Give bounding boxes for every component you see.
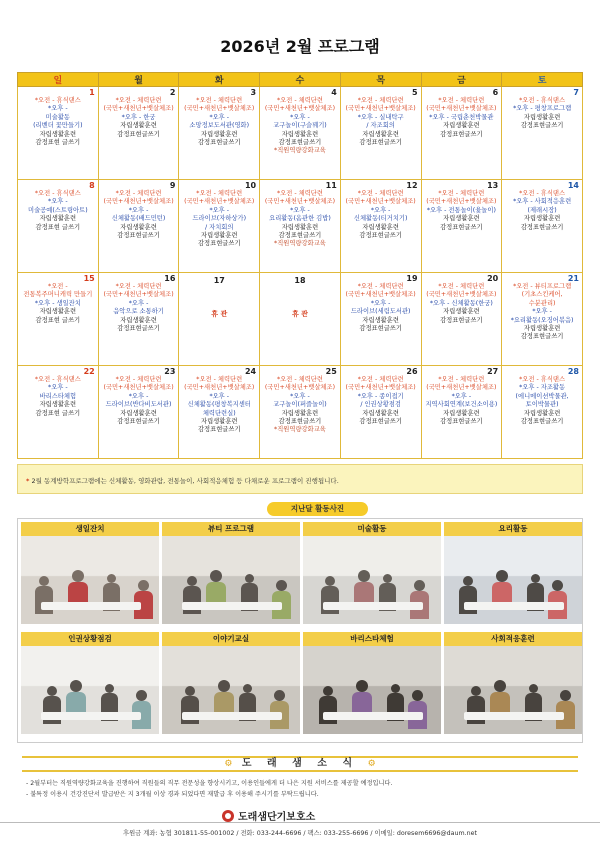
schedule-line: 자립생활훈련 [281, 130, 319, 138]
schedule-line: 자립생활훈련 [523, 215, 561, 223]
schedule-line: *오후 - [48, 384, 68, 392]
schedule-line: (국민+새천년+뱃살체조) [264, 384, 336, 392]
day-number: 26 [406, 367, 418, 376]
day-number: 28 [567, 367, 579, 376]
schedule-line: 자립생활훈련 [201, 418, 238, 426]
schedule-line: 자립생활훈련 [120, 316, 157, 324]
brand-logo-icon [222, 810, 234, 822]
day-number: 15 [83, 274, 95, 283]
schedule-line: *오후 - 자조활동 [519, 384, 566, 392]
schedule-line: *오전 - 체력단련 [438, 190, 485, 197]
calendar-day [421, 180, 502, 273]
schedule-line: 자립생활훈련 [362, 316, 399, 324]
news-list [26, 778, 392, 800]
activity-photo [303, 522, 441, 624]
schedule-line: (국민+새천년+뱃살체조) [103, 291, 174, 299]
photo-image [303, 646, 441, 734]
schedule-line: 감정표현글쓰기 [440, 418, 483, 426]
calendar-day [179, 180, 260, 273]
schedule-line: *오후 - [128, 392, 149, 400]
footer-contact: 후원금 계좌: 농협 301811-55-001002 / 전화: 033-244-6696 / 팩스: 033-255-6696 / 이메일: doresem6696@daum.net [123, 830, 477, 837]
schedule-line: 수분관리) [528, 299, 556, 307]
schedule-line: 요리활동(옴관한 김밥) [269, 215, 331, 223]
weekday-0: 일 [18, 73, 99, 87]
calendar-body [18, 87, 583, 459]
activity-photo [162, 632, 300, 734]
schedule-line: 감정표현 글쓰기 [35, 409, 81, 417]
schedule-line: (국민+새천년+뱃살체조) [426, 384, 497, 392]
schedule-line: 자립생활훈련 [201, 232, 238, 240]
schedule-line: *오후 - 전통놀이(윷놀이) [426, 206, 496, 214]
photo-image [21, 536, 159, 624]
day-schedule [343, 283, 419, 333]
calendar-day [340, 366, 421, 459]
schedule-line: 감정표현글쓰기 [520, 418, 564, 426]
day-number: 14 [567, 181, 579, 190]
schedule-line: 감정표현글쓰기 [278, 139, 322, 147]
calendar-day [179, 87, 260, 180]
schedule-line: *오후 - 종이접기 [357, 392, 404, 400]
day-number: 13 [487, 181, 499, 190]
schedule-line: *직원역량강화교육 [274, 240, 326, 248]
photo-caption: 미술활동 [303, 522, 441, 536]
schedule-line: 감정표현글쓰기 [117, 232, 160, 240]
day-schedule [424, 190, 500, 232]
schedule-line: (기초스킨케어, [521, 291, 563, 299]
day-schedule [101, 190, 177, 240]
calendar-week [18, 87, 583, 180]
activity-photo [21, 632, 159, 734]
weekday-4: 목 [340, 73, 421, 87]
schedule-line: *오후 - [128, 206, 149, 214]
schedule-line: (국민+새천년+뱃살체조) [184, 198, 255, 206]
schedule-line: *오전 - 체력단련 [277, 190, 323, 197]
day-schedule [343, 190, 419, 240]
day-schedule [504, 97, 580, 131]
calendar-week [18, 366, 583, 459]
calendar-day [98, 87, 179, 180]
schedule-line: *오후 - [532, 308, 552, 316]
calendar-day [340, 87, 421, 180]
weekday-2: 화 [179, 73, 260, 87]
day-number: 22 [83, 367, 95, 376]
day-schedule [20, 190, 96, 232]
photo-caption: 이야기교실 [162, 632, 300, 646]
schedule-line: *오전 - 체력단련 [196, 97, 243, 104]
news-item: - 불특정 이용시 건강진단서 발급받은 지 3개월 이상 경과 되었다면 재발급 후 이용해 주시기를 부탁드립니다. [26, 791, 319, 798]
schedule-line: 자립생활훈련 [362, 409, 399, 417]
schedule-line: 감정표현글쓰기 [197, 426, 241, 434]
schedule-line: *오전 - 체력단련 [357, 190, 404, 197]
schedule-line: 감정표현글쓰기 [359, 232, 402, 240]
day-number: 19 [406, 274, 418, 283]
schedule-line: 감정표현글쓰기 [197, 139, 241, 147]
schedule-line: *오전 - 체력단련 [357, 376, 404, 383]
schedule-line: (국민+새천년+뱃살체조) [184, 105, 255, 113]
schedule-line: 신체활동(티거치기) [353, 215, 408, 223]
day-number: 27 [487, 367, 499, 376]
photo-caption: 바리스타체험 [303, 632, 441, 646]
calendar-week [18, 180, 583, 273]
calendar-day [18, 180, 99, 273]
schedule-line: *오전 - 체력단련 [196, 190, 243, 197]
schedule-line: *오후 - [48, 105, 68, 113]
schedule-line: 감정표현글쓰기 [117, 130, 160, 138]
schedule-line: 자립생활훈련 [443, 308, 480, 316]
schedule-line: (제래시장) [527, 206, 557, 214]
schedule-line: *오전 - 체력단련 [438, 376, 485, 383]
activity-photo [303, 632, 441, 734]
schedule-line: *오후 - [128, 299, 149, 307]
calendar-day [340, 273, 421, 366]
schedule-line: 미술활동 [45, 113, 71, 121]
schedule-line: (국민+새천년+뱃살체조) [345, 198, 416, 206]
photo-caption: 사회적응훈련 [444, 632, 582, 646]
schedule-line: 자립생활훈련 [120, 122, 157, 130]
divider [0, 822, 600, 823]
schedule-line: 감정표현글쓰기 [440, 130, 483, 138]
weekday-3: 수 [260, 73, 341, 87]
day-number: 7 [573, 88, 579, 97]
schedule-line: *오후 - 평창프로그램 [513, 105, 572, 113]
schedule-line: 미술공예(스트링아트) [28, 206, 88, 214]
day-schedule [20, 283, 96, 325]
schedule-line: *직원역량강화교육 [274, 147, 326, 155]
day-number: 4 [331, 88, 337, 97]
schedule-line: *오후 - [290, 206, 310, 214]
schedule-line: *오전 - 체력단련 [115, 283, 162, 290]
weekday-1: 월 [98, 73, 179, 87]
calendar-day [502, 366, 583, 459]
calendar-day [18, 366, 99, 459]
notice-star: * [26, 477, 30, 485]
schedule-line: (국민+새천년+뱃살체조) [264, 105, 336, 113]
day-schedule [424, 283, 500, 325]
schedule-line: (국민+새천년+뱃살체조) [345, 291, 416, 299]
schedule-line: 감정표현글쓰기 [197, 240, 241, 248]
schedule-line: *오후 - [48, 198, 68, 206]
day-number: 8 [89, 181, 95, 190]
photo-caption: 생일잔치 [21, 522, 159, 536]
schedule-line: 자립생활훈련 [523, 325, 561, 333]
gear-icon: ⚙ [224, 759, 233, 769]
schedule-line: 지역사회연계(보건소이용) [425, 401, 498, 409]
day-number: 17 [213, 276, 225, 285]
schedule-line: (국민+새천년+뱃살체조) [426, 198, 497, 206]
schedule-line: 교구놀이(구슬꿰기) [273, 122, 327, 130]
schedule-line: *오전 - 휴식댄스 [34, 376, 81, 383]
schedule-line: *오후 - 신체활동(한궁) [429, 299, 493, 307]
schedule-line: 전통복주머니캐릭 만들기 [23, 291, 93, 299]
activity-photo [444, 632, 582, 734]
day-number: 18 [294, 276, 306, 285]
schedule-line: *오전 - 체력단련 [277, 97, 323, 104]
schedule-line: 체력단련실) [202, 409, 236, 417]
schedule-line: 자립생활훈련 [39, 215, 77, 223]
photos-title: 지난달 활동사진 [267, 502, 368, 516]
calendar-day [260, 180, 341, 273]
schedule-line: 감정표현글쓰기 [520, 333, 564, 341]
photo-image [303, 536, 441, 624]
day-schedule [181, 376, 257, 435]
schedule-line: *오후 - 한궁 [121, 113, 156, 121]
day-number: 5 [411, 88, 418, 97]
day-schedule [101, 97, 177, 139]
schedule-line: 신체활동(평창복지센터 [187, 401, 251, 409]
schedule-line: 드라이브(자하상가) [192, 215, 247, 223]
schedule-line: 감정표현글쓰기 [440, 316, 483, 324]
day-schedule [20, 376, 96, 418]
closed-label: 휴 관 [211, 310, 228, 318]
schedule-line: 감정표현글쓰기 [359, 418, 402, 426]
day-schedule [262, 376, 338, 435]
photo-gallery [17, 518, 583, 743]
photo-image [21, 646, 159, 734]
activity-photo [162, 522, 300, 624]
calendar-day [98, 273, 179, 366]
photo-image [162, 646, 300, 734]
day-schedule [343, 97, 419, 147]
calendar-day [421, 87, 502, 180]
day-number: 10 [244, 181, 257, 190]
schedule-line: 자립생활훈련 [523, 113, 561, 121]
calendar-day [502, 87, 583, 180]
weekday-5: 금 [421, 73, 502, 87]
schedule-line: *오후 - [290, 392, 310, 400]
schedule-line: 신체활동(배드민턴) [111, 215, 166, 223]
day-schedule [101, 283, 177, 333]
schedule-line: *오후 - 실내탁구 [357, 113, 404, 121]
schedule-line: *오후 - [451, 392, 472, 400]
schedule-line: *오후 - [290, 113, 310, 121]
schedule-line: *오전 - 체력단련 [115, 190, 162, 197]
brand-name: 도래샘단기보호소 [238, 812, 316, 823]
schedule-line: (국민+새천년+뱃살체조) [345, 384, 416, 392]
schedule-line: (에니메이션박물관, [515, 392, 569, 400]
activity-photo [444, 522, 582, 624]
schedule-line: *오전 - 휴식댄스 [519, 190, 566, 197]
day-schedule [181, 190, 257, 249]
day-number: 11 [325, 181, 337, 190]
day-schedule [181, 97, 257, 147]
weekday-header [18, 73, 583, 87]
day-schedule [262, 97, 338, 156]
schedule-line: 바리스타체험 [39, 392, 77, 400]
schedule-line: / 자치회의 [205, 223, 234, 231]
page-title: 2026년 2월 프로그램 [220, 37, 380, 56]
day-number: 16 [164, 274, 176, 283]
day-number: 24 [244, 367, 257, 376]
schedule-line: 자립생활훈련 [120, 223, 157, 231]
schedule-line: 자립생활훈련 [443, 122, 480, 130]
photo-caption: 인권상황점검 [21, 632, 159, 646]
calendar [17, 72, 583, 459]
schedule-line: *오전 - 체력단련 [196, 376, 243, 383]
schedule-line: *오전 - 휴식댄스 [34, 97, 81, 104]
calendar-day [502, 273, 583, 366]
schedule-line: 감정표현글쓰기 [520, 122, 564, 130]
schedule-line: 음악으로 소통하기 [113, 308, 164, 316]
calendar-day [18, 273, 99, 366]
schedule-line: 자립생활훈련 [281, 409, 319, 417]
schedule-line: *오전 - 체력단련 [277, 376, 323, 383]
schedule-line: (국민+새천년+뱃살체조) [103, 105, 174, 113]
schedule-line: *직원역량강화교육 [274, 426, 326, 434]
schedule-line: 자립생활훈련 [362, 223, 399, 231]
calendar-day [260, 366, 341, 459]
day-number: 21 [567, 274, 579, 283]
schedule-line: 드라이브(세림도서관) [350, 308, 411, 316]
schedule-line: *오후 - 국립춘천박물관 [429, 113, 494, 121]
brand [222, 808, 315, 823]
photo-caption: 뷰티 프로그램 [162, 522, 300, 536]
photo-image [162, 536, 300, 624]
day-number: 25 [325, 367, 337, 376]
gear-icon: ⚙ [367, 759, 376, 769]
schedule-line: 감정표현글쓰기 [359, 325, 402, 333]
day-schedule [101, 376, 177, 426]
schedule-line: *오후 - [370, 206, 391, 214]
schedule-line: *오전 - 체력단련 [438, 97, 485, 104]
news-item: - 2월부터는 직원역량강화교육을 진행하여 직원들의 직무 전문성을 향상시키고, 이용인들에게 더 나은 지원 서비스를 제공할 예정입니다. [26, 780, 393, 787]
photo-image [444, 536, 582, 624]
schedule-line: *오전 - 휴식댄스 [519, 376, 566, 383]
calendar-day [340, 180, 421, 273]
day-schedule [504, 283, 580, 342]
calendar-day [179, 273, 260, 366]
schedule-line: (국민+새천년+뱃살체조) [426, 291, 497, 299]
schedule-line: *오후 - [209, 206, 230, 214]
day-schedule [504, 376, 580, 426]
schedule-line: (국민+새천년+뱃살체조) [264, 198, 336, 206]
day-number: 9 [169, 181, 176, 190]
schedule-line: 자립생활훈련 [443, 409, 480, 417]
calendar-day [260, 87, 341, 180]
schedule-line: 자립생활훈련 [201, 130, 238, 138]
calendar-day [98, 366, 179, 459]
news-title: 도 래 샘 소 식 [241, 758, 359, 769]
calendar-week [18, 273, 583, 366]
calendar-day [421, 273, 502, 366]
day-number: 6 [492, 88, 499, 97]
schedule-line: 감정표현 글쓰기 [35, 316, 81, 324]
schedule-line: (리벤더 꽃만들기) [33, 122, 83, 130]
schedule-line: 자립생활훈련 [39, 308, 77, 316]
schedule-line: *오전 - 체력단련 [115, 97, 162, 104]
calendar-day [260, 273, 341, 366]
schedule-line: *오후 - 생일잔치 [34, 299, 81, 307]
schedule-line: 드라이브(반다비도서관) [105, 401, 172, 409]
day-number: 23 [164, 367, 176, 376]
schedule-line: (국민+새천년+뱃살체조) [345, 105, 416, 113]
schedule-line: *오전 - 체력단련 [115, 376, 162, 383]
day-number: 2 [169, 88, 176, 97]
schedule-line: 감정표현글쓰기 [520, 223, 564, 231]
day-schedule [20, 97, 96, 147]
schedule-line: 자립생활훈련 [362, 130, 399, 138]
notice [17, 464, 583, 494]
schedule-line: *오후 - [209, 113, 230, 121]
schedule-line: 감정표현글쓰기 [117, 325, 160, 333]
schedule-line: / 인권상황점검 [360, 401, 401, 409]
schedule-line: *오후 - [209, 392, 230, 400]
activity-photo [21, 522, 159, 624]
schedule-line: 감정표현 글쓰기 [35, 223, 81, 231]
schedule-line: *요리활동(오징어볶음) [510, 316, 574, 324]
schedule-line: 자립생활훈련 [39, 401, 77, 409]
schedule-line: 감정표현글쓰기 [117, 418, 160, 426]
day-schedule [262, 190, 338, 249]
calendar-day [502, 180, 583, 273]
photo-image [444, 646, 582, 734]
schedule-line: 자립생활훈련 [443, 215, 480, 223]
schedule-line: *오후 - [370, 299, 391, 307]
schedule-line: *오전 - 체력단련 [438, 283, 485, 290]
calendar-day [18, 87, 99, 180]
calendar-day [421, 366, 502, 459]
schedule-line: 자립생활훈련 [281, 223, 319, 231]
day-number: 20 [487, 274, 499, 283]
schedule-line: 감정표현글쓰기 [278, 418, 322, 426]
schedule-line: (국민+새천년+뱃살체조) [184, 384, 255, 392]
day-number: 3 [250, 88, 257, 97]
schedule-line: 교구놀이(퍼즐놀이) [273, 401, 327, 409]
schedule-line: *오전 - 휴식댄스 [34, 190, 81, 197]
schedule-line: / 자조회의 [366, 122, 395, 130]
schedule-line: 자립생활훈련 [523, 409, 561, 417]
news-title-bar [22, 756, 578, 772]
weekday-6: 토 [502, 73, 583, 87]
day-schedule [424, 97, 500, 139]
calendar-day [179, 366, 260, 459]
schedule-line: *오전 - 휴식댄스 [519, 97, 566, 104]
day-schedule [343, 376, 419, 426]
notice-text: 2월 동계방학프로그램에는 신체활동, 영화관람, 전통놀이, 사회적응체험 등 다채로운 프로그램이 진행됩니다. [31, 477, 339, 485]
schedule-line: *오전 - 뷰티프로그램 [513, 283, 572, 290]
day-number: 1 [89, 88, 95, 97]
schedule-line: 감정표현글쓰기 [359, 139, 402, 147]
schedule-line: 감정표현 글쓰기 [35, 139, 81, 147]
schedule-line: 자립생활훈련 [39, 130, 77, 138]
schedule-line: (국민+새천년+뱃살체조) [426, 105, 497, 113]
day-number: 12 [406, 181, 418, 190]
closed-label: 휴 관 [291, 310, 308, 318]
schedule-line: 토이박물관) [525, 401, 559, 409]
photo-caption: 요리활동 [444, 522, 582, 536]
schedule-line: 감정표현글쓰기 [440, 223, 483, 231]
schedule-line: (국민+새천년+뱃살체조) [103, 384, 174, 392]
calendar-day [98, 180, 179, 273]
schedule-line: *오전 - 체력단련 [357, 283, 404, 290]
schedule-line: *오후 - 사회적응훈련 [513, 198, 572, 206]
schedule-line: (국민+새천년+뱃살체조) [103, 198, 174, 206]
schedule-line: 소망정보도서관(영화) [189, 122, 250, 130]
schedule-line: 감정표현글쓰기 [278, 232, 322, 240]
schedule-line: *오전 - 체력단련 [357, 97, 404, 104]
schedule-line: *오전 - [48, 283, 68, 290]
schedule-line: 자립생활훈련 [120, 409, 157, 417]
day-schedule [424, 376, 500, 426]
day-schedule [504, 190, 580, 232]
